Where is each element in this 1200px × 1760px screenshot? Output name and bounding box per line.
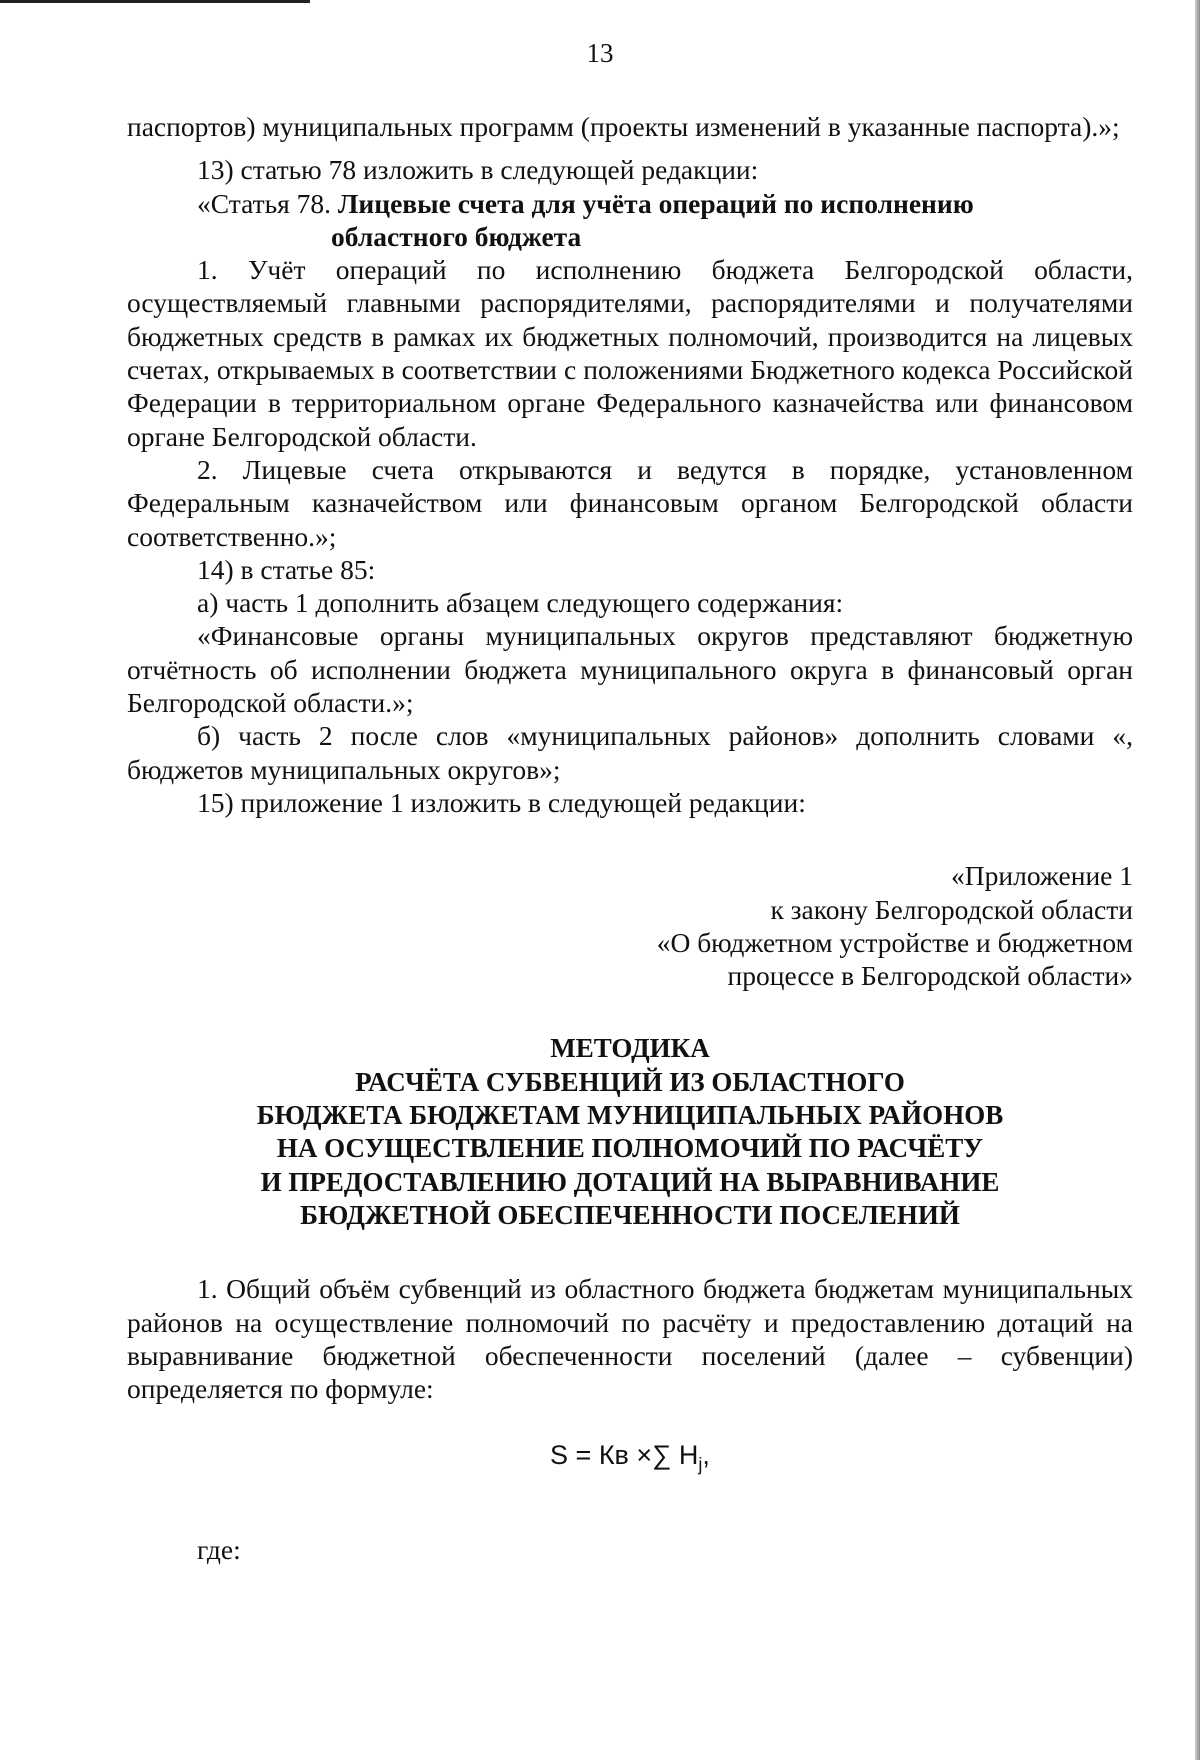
scan-edge-top [0,0,310,3]
article-78-paragraph-1: 1. Учёт операций по исполнению бюджета Белгородской области, осуществляемый главными распорядителями, распорядителями и получателями бюджетных средств в рамках их бюджетных полномочий, производится на лицевых счетах, открываемых в соответствии с положениями Бюджетного кодекса Российской Федерации в территориальном органе Федерального казначейства или финансовом органе Белгородской области. [127,254,1133,452]
formula-expression: S = Кв ×∑ H [550,1440,699,1471]
appendix-reference [127,859,1133,992]
item-15: 15) приложение 1 изложить в следующей редакции: [197,786,806,818]
item-13: 13) статью 78 изложить в следующей редакции: [197,154,759,186]
appendix-line-2: к закону Белгородской области [770,893,1133,925]
article-78-title-text [331,187,1133,254]
method-paragraph-1: 1. Общий объём субвенций из областного бюджета бюджетам муниципальных районов на осуществление полномочий по расчёту и предоставлению дотаций на выравнивание бюджетной обеспеченности поселений (далее – субвенции) определяется по формуле: [127,1273,1133,1405]
appendix-line-4: процессе в Белгородской области» [727,960,1133,992]
page-number: 13 [586,38,614,68]
document-body [127,110,1133,1566]
item-14-head: 14) в статье 85: [197,553,376,585]
method-title [127,1032,1133,1232]
item-14-a-text: «Финансовые органы муниципальных округов представляют бюджетную отчётность об исполнении бюджета муниципального округа в финансовый орган Белгородской области.»; [127,620,1133,719]
where-label: где: [197,1533,241,1565]
item-14-a: а) часть 1 дополнить абзацем следующего содержания: [197,587,844,619]
method-title-line: И ПРЕДОСТАВЛЕНИЮ ДОТАЦИЙ НА ВЫРАВНИВАНИЕ [260,1166,1000,1197]
appendix-line-3: «О бюджетном устройстве и бюджетном [656,926,1133,958]
article-78-lead: «Статья 78. [197,187,332,219]
formula [127,1435,1133,1484]
item-14-b: б) часть 2 после слов «муниципальных районов» дополнить словами «, бюджетов муниципальных округов»; [127,720,1133,785]
article-78-title-line2: областного бюджета [331,220,582,252]
appendix-line-1: «Приложение 1 [951,860,1133,892]
method-title-line: МЕТОДИКА [550,1033,710,1064]
formula-subscript: j [698,1454,703,1475]
article-78-paragraph-2: 2. Лицевые счета открываются и ведутся в порядке, установленном Федеральным казначейством или финансовым органом Белгородской области соответственно.»; [127,453,1133,552]
article-78-title-line1: Лицевые счета для учёта операций по исполнению [337,187,974,219]
method-title-line: БЮДЖЕТА БЮДЖЕТАМ МУНИЦИПАЛЬНЫХ РАЙОНОВ [256,1100,1004,1131]
method-title-line: БЮДЖЕТНОЙ ОБЕСПЕЧЕННОСТИ ПОСЕЛЕНИЙ [300,1199,960,1230]
article-78-title [127,187,1133,254]
formula-tail: , [702,1440,710,1471]
scan-edge-right [1195,0,1200,1760]
method-title-line: НА ОСУЩЕСТВЛЕНИЕ ПОЛНОМОЧИЙ ПО РАСЧЁТУ [276,1133,984,1164]
method-title-line: РАСЧЁТА СУБВЕНЦИЙ ИЗ ОБЛАСТНОГО [355,1066,905,1097]
paragraph-continuation: паспортов) муниципальных программ (проекты изменений в указанные паспорта).»; [127,111,1120,142]
